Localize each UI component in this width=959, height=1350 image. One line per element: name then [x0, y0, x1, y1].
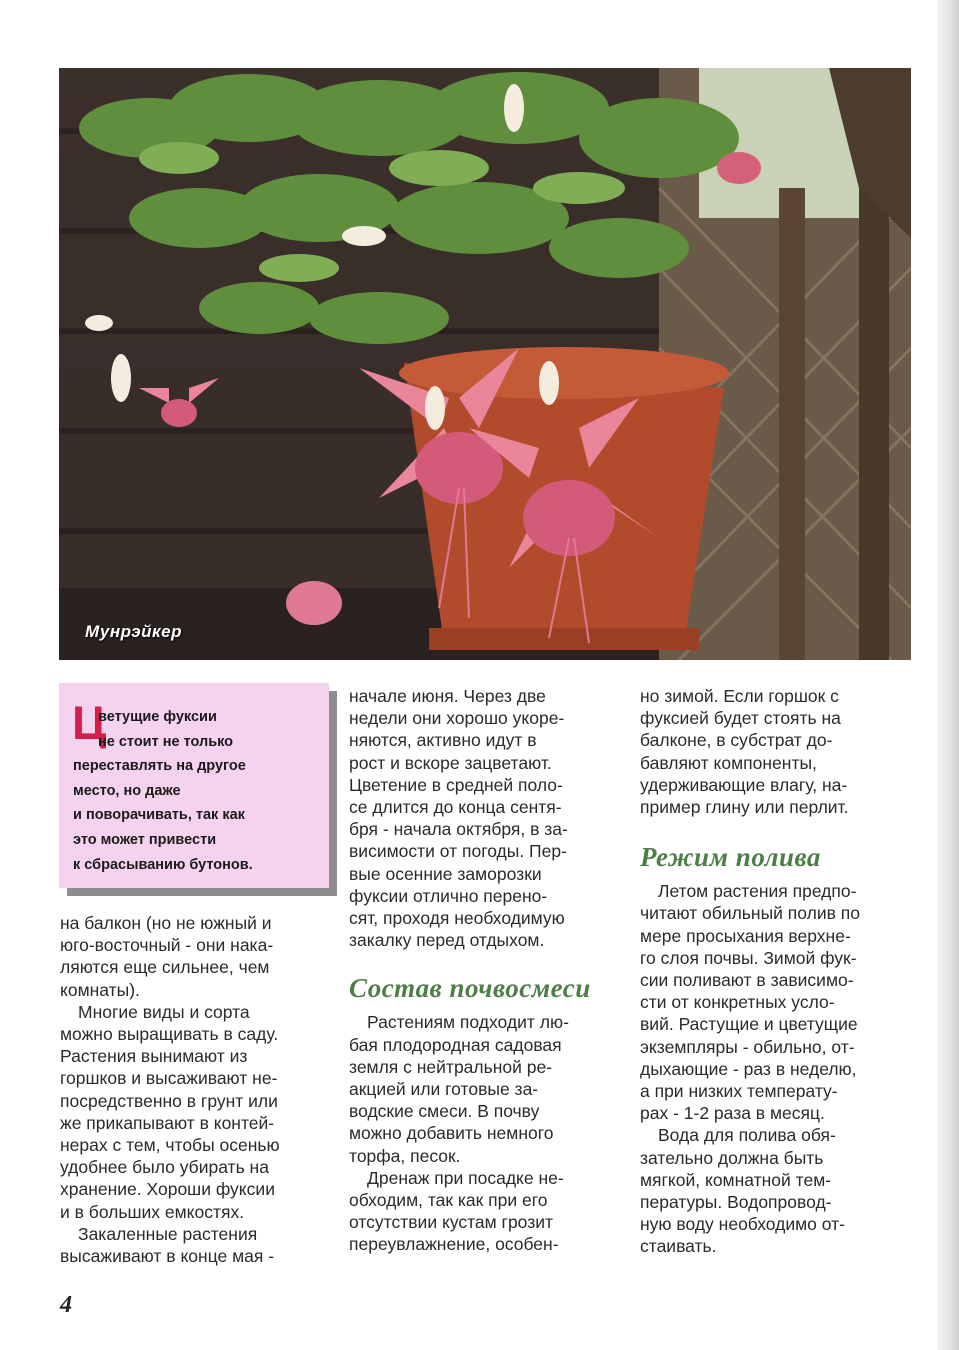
text-line: бая плодородная садовая — [349, 1034, 562, 1055]
text-line: удерживающие влагу, на- — [640, 774, 848, 795]
text-line: торфа, песок. — [349, 1145, 461, 1166]
text-line: Дренаж при посадке не- — [367, 1167, 564, 1188]
callout-line: и поворачивать, так как — [73, 807, 245, 824]
callout-line: не стоит не только — [98, 733, 234, 750]
text-line: сии поливают в зависимо- — [640, 970, 854, 991]
text-line: акцией или готовые за- — [349, 1079, 539, 1100]
page-edge — [937, 0, 959, 1350]
callout-line: переставлять на другое — [73, 758, 246, 775]
text-line: фуксии отлично перено- — [349, 885, 548, 906]
text-line: горшков и высаживают не- — [60, 1068, 278, 1089]
text-line: зательно должна быть — [640, 1147, 824, 1168]
callout-dropcap: Ц — [72, 696, 107, 749]
text-line: рост и вскоре зацветают. — [349, 752, 552, 773]
text-line: можно добавить немного — [349, 1123, 554, 1144]
text-line: Вода для полива обя- — [658, 1125, 836, 1146]
text-line: а при низких температу- — [640, 1081, 838, 1102]
text-line: сти от конкретных усло- — [640, 992, 835, 1013]
text-line: можно выращивать в саду. — [60, 1024, 279, 1045]
section-heading: Режим полива — [640, 842, 821, 873]
text-line: сят, проходя необходимую — [349, 908, 565, 929]
text-line: мере просыхания верхне- — [640, 925, 851, 946]
text-line: дыхающие - раз в неделю, — [640, 1058, 857, 1079]
text-line: начале июня. Через две — [349, 686, 546, 706]
text-line: пературы. Водопровод- — [640, 1192, 832, 1213]
text-line: на балкон (но не южный и — [60, 913, 272, 933]
text-line: Растениям подходит лю- — [367, 1012, 569, 1033]
text-line: фуксией будет стоять на — [640, 708, 841, 729]
text-line: и в больших емкостях. — [60, 1201, 245, 1222]
callout-box — [59, 683, 329, 888]
callout-line: это может привести — [73, 831, 217, 848]
text-line: посредственно в грунт или — [60, 1090, 278, 1111]
section-heading: Состав почвосмеси — [349, 973, 591, 1004]
text-line: водские смеси. В почву — [349, 1101, 540, 1122]
text-line: удобнее было убирать на — [60, 1157, 269, 1178]
text-line: мягкой, комнатной тем- — [640, 1169, 832, 1190]
photo-caption: Мунрэйкер — [85, 622, 182, 641]
text-line: балконе, в субстрат до- — [640, 730, 833, 751]
text-line: бря - начала октября, в за- — [349, 819, 568, 840]
text-line: нерах с тем, чтобы осенью — [60, 1135, 280, 1156]
column-1 — [60, 912, 328, 1267]
text-line: ляются еще сильнее, чем — [60, 957, 270, 978]
text-line: закалку перед отдыхом. — [349, 930, 545, 951]
text-line: Цветение в средней поло- — [349, 774, 563, 795]
column-2 — [349, 685, 619, 1256]
text-line: вые осенние заморозки — [349, 863, 542, 884]
text-line: земля с нейтральной ре- — [349, 1056, 553, 1077]
text-line: Многие виды и сорта — [78, 1001, 250, 1022]
page-number: 4 — [60, 1292, 72, 1318]
text-line: высаживают в конце мая - — [60, 1246, 275, 1267]
text-line: Закаленные растения — [78, 1223, 258, 1244]
text-line: ную воду необходимо от- — [640, 1214, 845, 1235]
text-line: вий. Растущие и цветущие — [640, 1014, 858, 1035]
text-line: рах - 1-2 раза в месяц. — [640, 1103, 825, 1124]
callout-text — [73, 705, 323, 877]
text-line: же прикапывают в контей- — [60, 1112, 275, 1133]
text-line: но зимой. Если горшок с — [640, 686, 839, 706]
text-line: недели они хорошо укоре- — [349, 708, 565, 729]
text-line: отсутствии кустам грозит — [349, 1212, 554, 1233]
text-line: го слоя почвы. Зимой фук- — [640, 947, 857, 968]
text-line: юго-восточный - они нака- — [60, 935, 274, 956]
text-line: бавляют компоненты, — [640, 752, 817, 773]
photo-illustration — [59, 68, 911, 660]
callout-line: к сбрасыванию бутонов. — [73, 856, 253, 873]
text-line: переувлажнение, особен- — [349, 1234, 559, 1255]
fuchsia-photo — [59, 68, 911, 660]
text-line: Растения вынимают из — [60, 1046, 248, 1067]
text-line: экземпляры - обильно, от- — [640, 1036, 855, 1057]
callout-line: место, но даже — [73, 782, 181, 799]
text-line: няются, активно идут в — [349, 730, 537, 751]
column-3 — [640, 685, 912, 1258]
text-line: пример глину или перлит. — [640, 797, 849, 818]
text-line: обходим, так как при его — [349, 1190, 548, 1211]
text-line: стаивать. — [640, 1236, 717, 1257]
text-line: Летом растения предпо- — [658, 881, 857, 902]
text-line: хранение. Хороши фуксии — [60, 1179, 275, 1200]
text-line: читают обильный полив по — [640, 903, 860, 924]
callout-line: ветущие фуксии — [98, 709, 217, 725]
text-line: висимости от погоды. Пер- — [349, 841, 567, 862]
text-line: комнаты). — [60, 979, 140, 1000]
text-line: се длится до конца сентя- — [349, 797, 562, 818]
